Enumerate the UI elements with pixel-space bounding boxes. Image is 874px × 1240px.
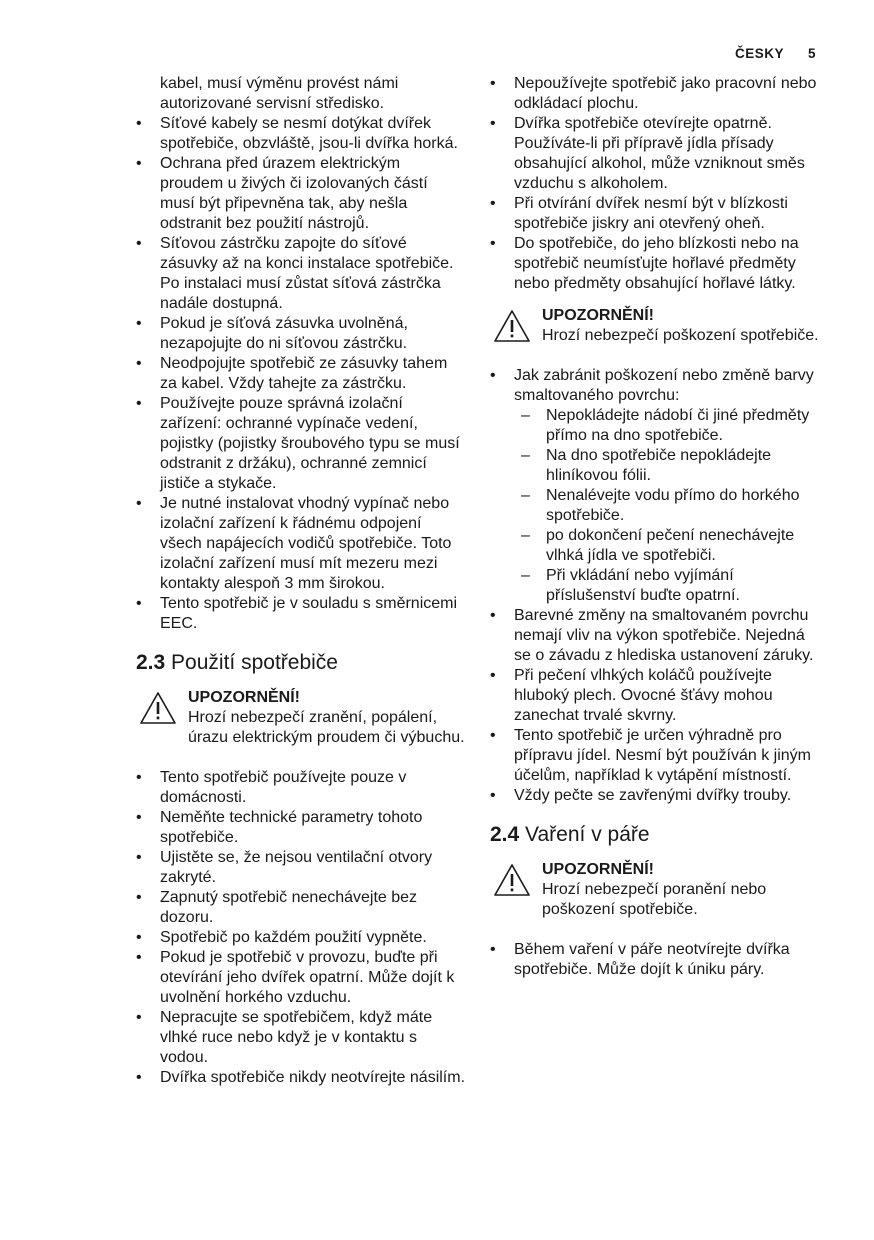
- list-item: • Při otvírání dvířek nesmí být v blízkosti spotřebiče jiskry ani otevřený oheň.: [490, 194, 820, 234]
- list-item: • Síťovou zástrčku zapojte do síťové zásuvky až na konci instalace spotřebiče. Po instalaci musí zůstat síťová zástrčka nadále dostupná.: [136, 234, 466, 314]
- warning-triangle-icon: [492, 308, 532, 344]
- section-title: Použití spotřebiče: [171, 651, 338, 674]
- warning-title: UPOZORNĚNÍ!: [542, 861, 654, 878]
- section-number: 2.3: [136, 651, 166, 674]
- warning-text: Hrozí nebezpečí poranění nebo poškození spotřebiče.: [542, 881, 767, 918]
- list-item: • Tento spotřebič používejte pouze v domácnosti.: [136, 768, 466, 808]
- list-item: [490, 366, 820, 606]
- section-number: 2.4: [490, 823, 520, 846]
- list-item: • Nepracujte se spotřebičem, když máte vlhké ruce nebo když je v kontaktu s vodou.: [136, 1008, 466, 1068]
- list-item: • Nepoužívejte spotřebič jako pracovní nebo odkládací plochu.: [490, 74, 820, 114]
- list-item: • Do spotřebiče, do jeho blízkosti nebo na spotřebič neumísťujte hořlavé předměty nebo předměty obsahující hořlavé látky.: [490, 234, 820, 294]
- list-item: • Neodpojujte spotřebič ze zásuvky tahem za kabel. Vždy tahejte za zástrčku.: [136, 354, 466, 394]
- continuation-text: kabel, musí výměnu provést námi autorizované servisní středisko.: [160, 75, 399, 112]
- list-item: • Zapnutý spotřebič nenechávejte bez dozoru.: [136, 888, 466, 928]
- page-header: [735, 46, 816, 61]
- list-item: • Vždy pečte se zavřenými dvířky trouby.: [490, 786, 820, 806]
- enamel-sublist: [514, 406, 820, 606]
- enamel-list: [490, 366, 820, 806]
- section-heading-2-3: [136, 650, 466, 676]
- sublist-item: – Při vkládání nebo vyjímání příslušenství buďte opatrní.: [514, 566, 820, 606]
- warning-text: Hrozí nebezpečí poškození spotřebiče.: [542, 327, 819, 344]
- sublist-item: – Na dno spotřebiče nepokládejte hliníkovou fólii.: [514, 446, 820, 486]
- list-item: • Dvířka spotřebiče otevírejte opatrně. Používáte-li při přípravě jídla přísady obsahující alkohol, může vzniknout směs vzduchu s alkoholem.: [490, 114, 820, 194]
- list-item: • Při pečení vlhkých koláčů používejte hluboký plech. Ovocné šťávy mohou zanechat trvalé skvrny.: [490, 666, 820, 726]
- warning-box: [136, 688, 466, 748]
- list-item: • Neměňte technické parametry tohoto spotřebiče.: [136, 808, 466, 848]
- list-item: • Během vaření v páře neotvírejte dvířka spotřebiče. Může dojít k úniku páry.: [490, 940, 820, 980]
- list-item: • Je nutné instalovat vhodný vypínač nebo izolační zařízení k řádnému odpojení všech napájecích vodičů spotřebiče. Toto izolační zařízení musí mít mezeru mezi kontakty alespoň 3 mm širokou.: [136, 494, 466, 594]
- warning-box: [490, 860, 820, 920]
- warning-triangle-icon: [492, 862, 532, 898]
- list-item: • Pokud je síťová zásuvka uvolněná, nezapojujte do ni síťovou zástrčku.: [136, 314, 466, 354]
- warning-text: Hrozí nebezpečí zranění, popálení, úrazu elektrickým proudem či výbuchu.: [188, 709, 465, 746]
- warning-title: UPOZORNĚNÍ!: [542, 307, 654, 324]
- list-item: • Síťové kabely se nesmí dotýkat dvířek spotřebiče, obzvláště, jsou-li dvířka horká.: [136, 114, 466, 154]
- list-item: • Dvířka spotřebiče nikdy neotvírejte násilím.: [136, 1068, 466, 1088]
- section-title: Vaření v páře: [525, 823, 650, 846]
- list-item: • Tento spotřebič je určen výhradně pro přípravu jídel. Nesmí být používán k jiným účelům, například k vytápění místností.: [490, 726, 820, 786]
- warning-title: UPOZORNĚNÍ!: [188, 689, 300, 706]
- right-column: [490, 74, 820, 980]
- section-heading-2-4: [490, 822, 820, 848]
- list-item: • Ochrana před úrazem elektrickým proudem u živých či izolovaných částí musí být připevněna tak, aby nešla odstranit bez použití nástrojů.: [136, 154, 466, 234]
- steam-list: [490, 940, 820, 980]
- list-item: • Používejte pouze správná izolační zařízení: ochranné vypínače vedení, pojistky (pojistky šroubového typu se musí odstranit z držáku), ochranné zemnicí jističe a stykače.: [136, 394, 466, 494]
- safety-list: [136, 114, 466, 634]
- warning-triangle-icon: [138, 690, 178, 726]
- list-item: • Pokud je spotřebič v provozu, buďte při otevírání jeho dvířek opatrní. Může dojít k uvolnění horkého vzduchu.: [136, 948, 466, 1008]
- language-label: ČESKY: [734, 46, 784, 61]
- list-item: • Ujistěte se, že nejsou ventilační otvory zakryté.: [136, 848, 466, 888]
- list-item: • Spotřebič po každém použití vypněte.: [136, 928, 466, 948]
- warning-box: [490, 306, 820, 346]
- sublist-item: – Nenalévejte vodu přímo do horkého spotřebiče.: [514, 486, 820, 526]
- usage-list-continued: [490, 74, 820, 294]
- left-column: [136, 74, 466, 1088]
- list-item: • Barevné změny na smaltovaném povrchu nemají vliv na výkon spotřebiče. Nejedná se o závadu z hlediska ustanovení záruky.: [490, 606, 820, 666]
- usage-list: [136, 768, 466, 1088]
- list-item: • Tento spotřebič je v souladu s směrnicemi EEC.: [136, 594, 466, 634]
- sublist-item: – po dokončení pečení nenechávejte vlhká jídla ve spotřebiči.: [514, 526, 820, 566]
- enamel-intro: Jak zabránit poškození nebo změně barvy smaltovaného povrchu:: [514, 367, 814, 404]
- page-number: 5: [807, 46, 816, 61]
- sublist-item: – Nepokládejte nádobí či jiné předměty přímo na dno spotřebiče.: [514, 406, 820, 446]
